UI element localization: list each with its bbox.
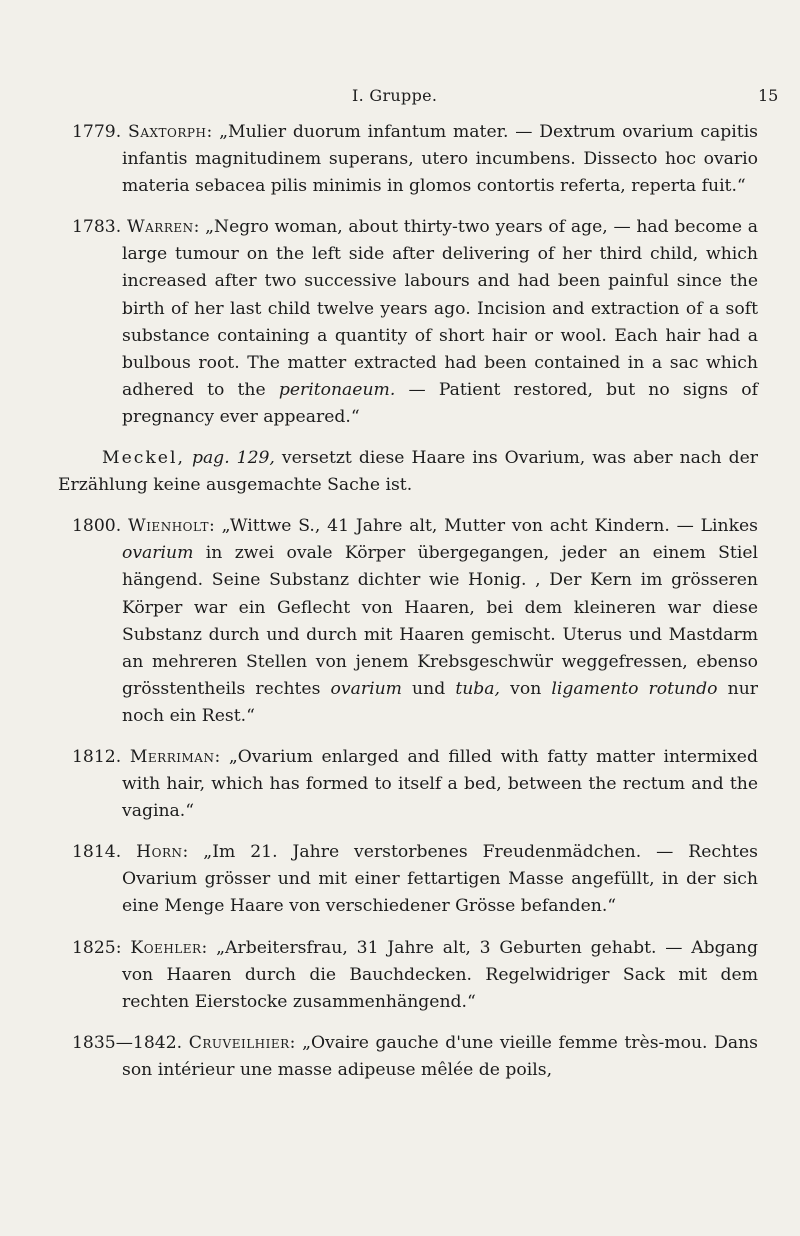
entry-saxtorph: 1779. Saxtorph: „Mulier duorum infantum mater. — Dextrum ovarium capitis infantis magnitudinem superans, utero incumbens. Dissecto hoc ovario materia sebacea pilis minimis in glomos contortis referta, reperta fuit.“ — [72, 122, 759, 197]
entry-italic-term: peritonaeum. — [278, 379, 396, 400]
entry-text: „Negro woman, about thirty-two years of age, — had become a large tumour on the left side after delivering of her third child, which increased after two successive labours and had been painful since the birth of her last child twelve years ago. Incision and extraction of a soft substance containing a quantity of short hair or wool. Each hair had a bulbous root. The matter extracted had been contained in a sac which adhered to the — [122, 217, 758, 400]
entry-text: „Ovaire gauche d'une vieille femme très-mou. Dans son intérieur une masse adipeuse mêlée de poils, — [122, 1032, 759, 1080]
entry-author: Wienholt — [128, 516, 209, 537]
entry-text-continued: nur noch ein Rest.“ — [122, 678, 759, 726]
entry-author: Cruveilhier — [188, 1032, 290, 1053]
entry-cruveilhier: 1835—1842. Cruveilhier: „Ovaire gauche d'une vieille femme très-mou. Dans son intérieur une masse adipeuse mêlée de poils, — [72, 1032, 759, 1080]
entry-italic-term: ligamento rotundo — [551, 678, 718, 699]
body-text — [58, 119, 758, 1098]
entry-koehler: 1825: Koehler: „Arbeitersfrau, 31 Jahre alt, 3 Geburten gehabt. — Abgang von Haaren durch die Bauchdecken. Regelwidriger Sack mit dem rechten Eierstocke zusammenhängend.“ — [72, 937, 758, 1012]
entry-text-continued: — Patient restored, but no signs of pregnancy ever appeared.“ — [122, 379, 758, 427]
entry-text-continued: von — [500, 678, 552, 699]
entry-text: „Arbeitersfrau, 31 Jahre alt, 3 Geburten gehabt. — Abgang von Haaren durch die Bauchdecken. Regelwidriger Sack mit dem rechten Eierstocke zusammenhängend.“ — [122, 937, 758, 1012]
entry-year: 1779. — [72, 122, 122, 142]
entry-text: „Ovarium enlarged and filled with fatty matter intermixed with hair, which has formed to itself a bed, between the rectum and the vagina.“ — [122, 746, 758, 822]
entry-year: 1812. — [72, 746, 122, 767]
entry-year: 1783. — [72, 217, 122, 238]
entry-author: Horn — [136, 842, 183, 863]
header-title: I. Gruppe. — [352, 86, 438, 105]
entry-text: „Mulier duorum infantum mater. — Dextrum ovarium capitis infantis magnitudinem superans, utero incumbens. Dissecto hoc ovario materia sebacea pilis minimis in glomos contortis referta, reperta fuit.“ — [122, 122, 759, 197]
entry-italic-term: ovarium — [330, 678, 402, 699]
meckel-text: versetzt diese Haare ins Ovarium, was aber nach der Erzählung keine ausgemachte Sache ist. — [58, 448, 758, 496]
entry-horn: 1814. Horn: „Im 21. Jahre verstorbenes Freudenmädchen. — Rechtes Ovarium grösser und mit einer fettartigen Masse angefüllt, in der sich eine Menge Haare von verschiedener Grösse befanden.“ — [72, 842, 758, 917]
entry-warren: 1783. Warren: „Negro woman, about thirty-two years of age, — had become a large tumour on the left side after delivering of her third child, which increased after two successive labours and had been painful since the birth of her last child twelve years ago. Incision and extraction of a soft substance containing a quantity of short hair or wool. Each hair had a bulbous root. The matter extracted had been contained in a sac which adhered to the peritonaeum. — Patient restored, but no signs of pregnancy ever appeared.“ — [72, 217, 758, 427]
entry-text: „Im 21. Jahre verstorbenes Freudenmädchen. — Rechtes Ovarium grösser und mit einer fettartigen Masse angefüllt, in der sich eine Menge Haare von verschiedener Grösse befanden.“ — [122, 842, 758, 917]
entry-author: Merriman — [129, 746, 215, 767]
entry-author: Koehler — [130, 937, 202, 958]
entry-merriman: 1812. Merriman: „Ovarium enlarged and filled with fatty matter intermixed with hair, which has formed to itself a bed, between the rectum and the vagina.“ — [72, 746, 758, 822]
entry-text: „Wittwe S., 41 Jahre alt, Mutter von acht Kindern. — Linkes — [221, 516, 758, 537]
entry-author: Warren — [126, 217, 194, 238]
entry-year: 1835—1842. — [72, 1032, 183, 1053]
entry-year: 1800. — [72, 516, 122, 537]
entry-text-continued: und — [401, 678, 456, 699]
running-header — [0, 86, 800, 110]
meckel-reference: pag. 129, — [191, 448, 275, 469]
entry-year: 1814. — [72, 842, 122, 863]
page-number: 15 — [758, 86, 779, 105]
entry-italic-term: tuba, — [455, 678, 501, 699]
entry-italic-term: ovarium — [122, 543, 194, 564]
meckel-name: Meckel, — [102, 448, 185, 469]
entry-text-continued: in zwei ovale Körper übergegangen, jeder an einem Stiel hängend. Seine Substanz dichter wie Honig. , Der Kern im grösseren Körper war ein Geflecht von Haaren, bei dem kleineren war diese Substanz durch und durch mit Haaren gemischt. Uterus und Mastdarm an mehreren Stellen von jenem Krebsgeschwür weggefressen, ebenso grösstentheils rechtes — [122, 543, 758, 699]
meckel-note — [58, 445, 758, 499]
entry-year: 1825: — [72, 937, 122, 958]
entry-wienholt: 1800. Wienholt: „Wittwe S., 41 Jahre alt, Mutter von acht Kindern. — Linkes ovarium in zwei ovale Körper übergegangen, jeder an einem Stiel hängend. Seine Substanz dichter wie Honig. , Der Kern im grösseren Körper war ein Geflecht von Haaren, bei dem kleineren war diese Substanz durch und durch mit Haaren gemischt. Uterus und Mastdarm an mehreren Stellen von jenem Krebsgeschwür weggefressen, ebenso grösstentheils rechtes ovarium und tuba, von ligamento rotundo nur noch ein Rest.“ — [72, 516, 759, 726]
entry-author: Saxtorph — [128, 122, 207, 142]
